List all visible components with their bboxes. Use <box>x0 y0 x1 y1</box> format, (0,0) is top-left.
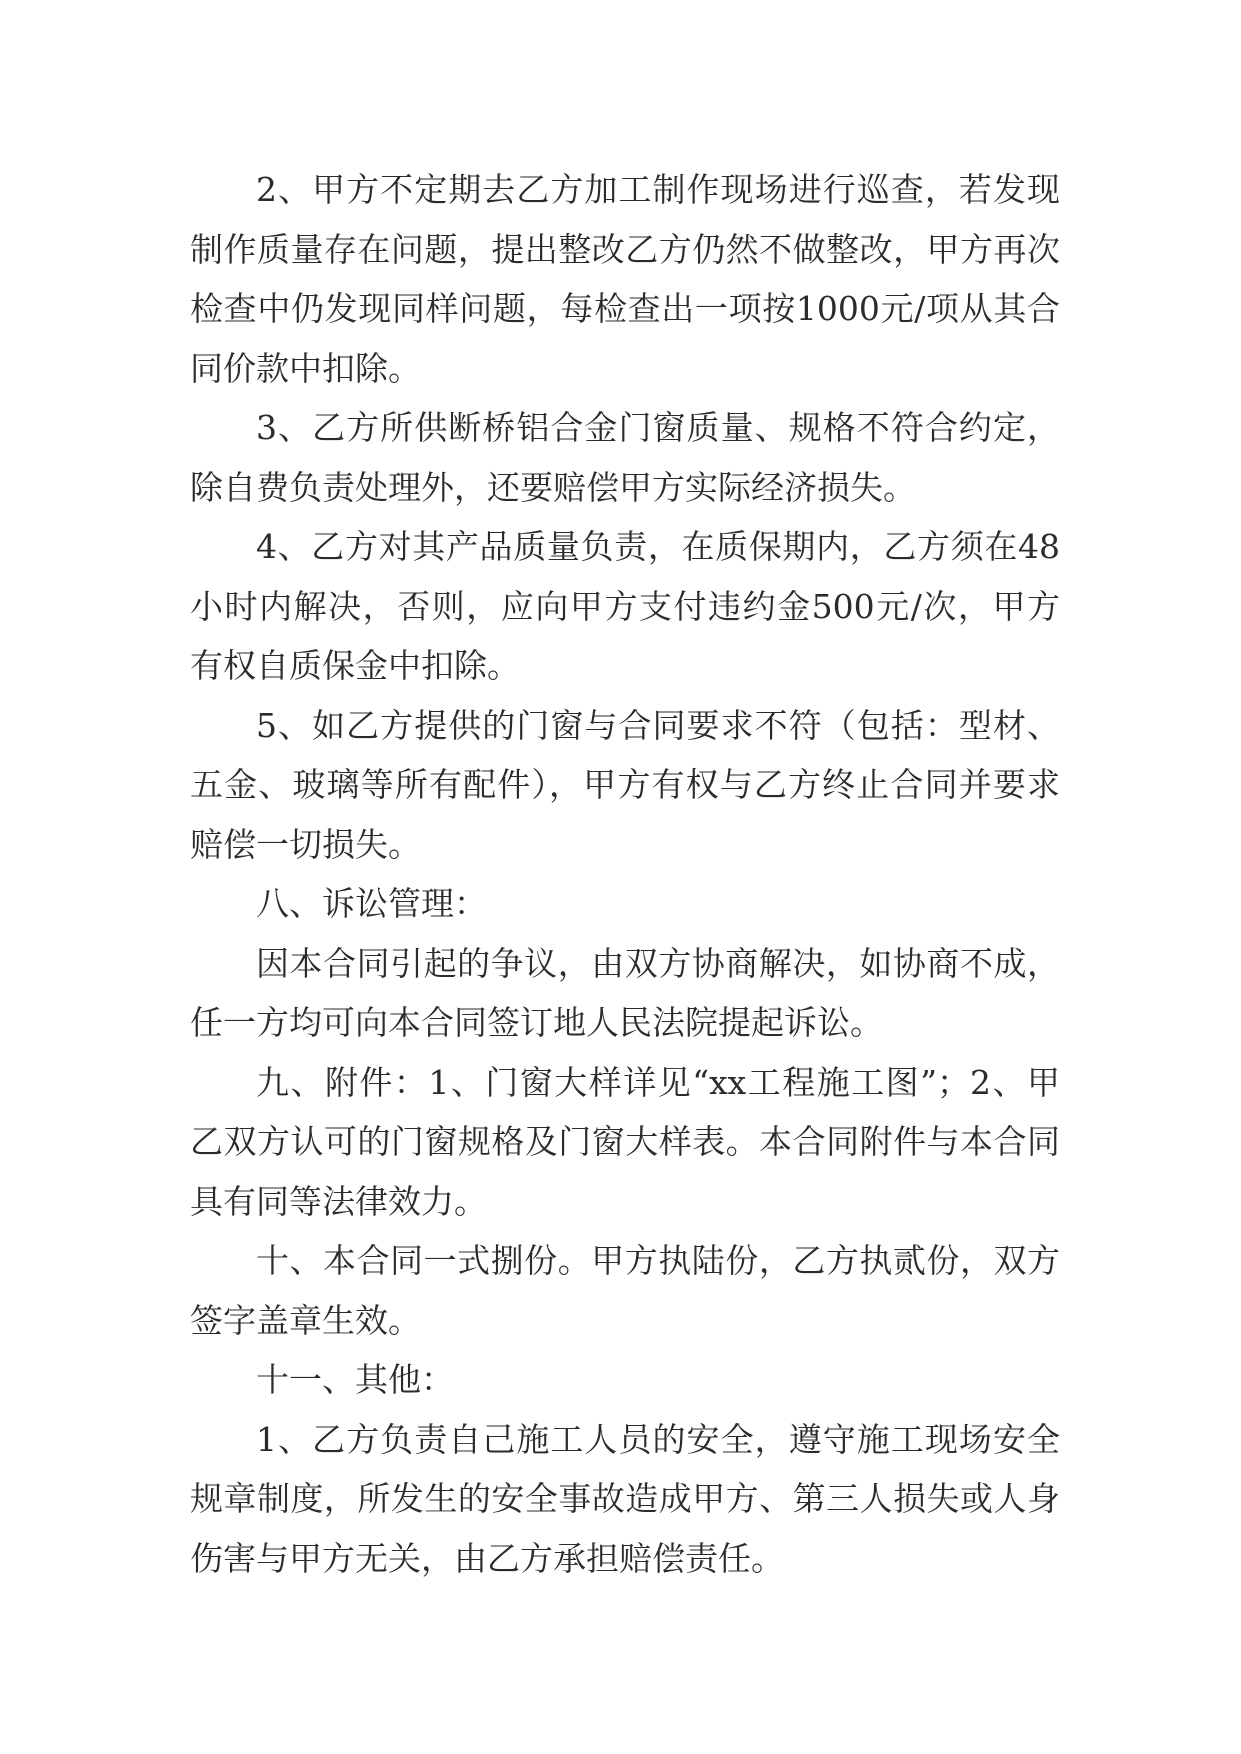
text-line: 同价款中扣除。 <box>190 348 421 388</box>
text-line: 1、乙方负责自己施工人员的安全，遵守施工现场安全 <box>256 1419 1060 1459</box>
document-body <box>190 160 1060 1588</box>
section-8-body <box>190 934 1060 1053</box>
text-line: 3、乙方所供断桥铝合金门窗质量、规格不符合约定， <box>256 408 1060 447</box>
clause-7-item-2 <box>190 160 1060 398</box>
text-line: 2、甲方不定期去乙方加工制作现场进行巡查，若发现 <box>256 170 1060 209</box>
section-heading: 八、诉讼管理： <box>256 884 487 923</box>
text-line: 赔偿一切损失。 <box>190 824 421 864</box>
clause-7-item-3 <box>190 398 1060 517</box>
text-line: 签字盖章生效。 <box>190 1300 421 1340</box>
text-line: 5、如乙方提供的门窗与合同要求不符（包括：型材、 <box>256 705 1060 745</box>
text-line: 制作质量存在问题，提出整改乙方仍然不做整改，甲方再次 <box>190 229 1060 269</box>
text-line: 具有同等法律效力。 <box>190 1181 487 1221</box>
section-9-attachments <box>190 1053 1060 1232</box>
text-line: 五金、玻璃等所有配件），甲方有权与乙方终止合同并要求 <box>190 765 1060 804</box>
text-line: 伤害与甲方无关，由乙方承担赔偿责任。 <box>190 1538 784 1578</box>
text-line: 除自费负责处理外，还要赔偿甲方实际经济损失。 <box>190 467 916 507</box>
text-line: 小时内解决，否则，应向甲方支付违约金500元/次，甲方 <box>190 586 1060 626</box>
clause-7-item-4 <box>190 517 1060 696</box>
text-line: 4、乙方对其产品质量负责，在质保期内，乙方须在48 <box>256 527 1060 566</box>
section-heading: 十一、其他： <box>256 1360 454 1399</box>
text-line: 九、附件：1、门窗大样详见“xx工程施工图”；2、甲 <box>256 1062 1060 1102</box>
text-line: 检查中仍发现同样问题，每检查出一项按1000元/项从其合 <box>190 289 1060 328</box>
text-line: 规章制度，所发生的安全事故造成甲方、第三人损失或人身 <box>190 1479 1060 1518</box>
text-line: 有权自质保金中扣除。 <box>190 646 520 685</box>
text-line: 十、本合同一式捌份。甲方执陆份，乙方执贰份，双方 <box>256 1241 1060 1280</box>
text-line: 因本合同引起的争议，由双方协商解决，如协商不成， <box>256 943 1060 983</box>
clause-7-item-5 <box>190 696 1060 875</box>
section-8-heading <box>190 874 1060 934</box>
section-10-copies <box>190 1231 1060 1350</box>
text-line: 任一方均可向本合同签订地人民法院提起诉讼。 <box>190 1003 883 1042</box>
section-11-heading <box>190 1350 1060 1410</box>
clause-11-item-1 <box>190 1410 1060 1589</box>
text-line: 乙双方认可的门窗规格及门窗大样表。本合同附件与本合同 <box>190 1122 1060 1161</box>
